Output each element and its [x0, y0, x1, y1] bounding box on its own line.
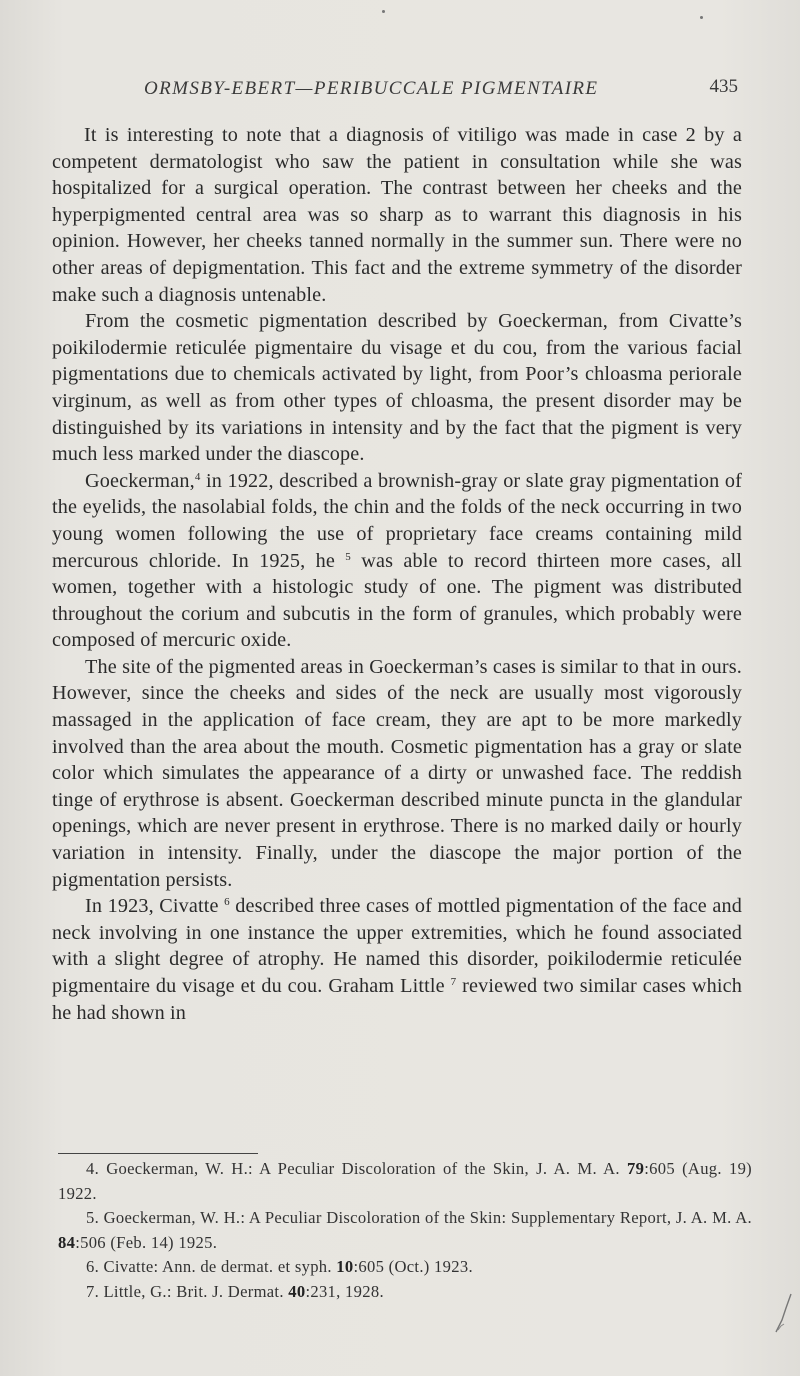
footnote-text: 5. Goeckerman, W. H.: A Peculiar Discoloration of the Skin: Supplementary Report, J. A. M. A. [86, 1208, 752, 1227]
text-run: Goeckerman, [85, 469, 195, 492]
footnote-ref-5[interactable]: 5 [345, 550, 351, 563]
footnote-text: 4. Goeckerman, W. H.: A Peculiar Discoloration of the Skin, J. A. M. A. [86, 1159, 628, 1178]
text-run: was able to record thirteen more cases, all women, together with a histologic study of one. The pigment was distributed throughout the corium and subcutis in the form of granules, which probably were composed of mercuric oxide. [52, 549, 742, 652]
footnote-text: :605 (Oct.) 1923. [353, 1257, 473, 1276]
footnote-text: :231, 1928. [305, 1281, 384, 1301]
pencil-mark-icon [772, 1290, 794, 1336]
paragraph-1 [52, 122, 742, 308]
footnote-text: 7. Little, G.: Brit. J. Dermat. [86, 1281, 289, 1301]
footnote-text: :506 (Feb. 14) 1925. [75, 1232, 218, 1252]
footnote-ref-7[interactable]: 7 [450, 976, 457, 988]
footnote-6 [58, 1255, 752, 1280]
page-number: 435 [709, 76, 738, 97]
text-run: The site of the pigmented areas in Goeckerman’s cases is similar to that in ours. However, since the cheeks and sides of the neck are usually most vigorously massaged in the application of face cream, they are apt to be more markedly involved than the area about the mouth. Cosmetic pigmentation has a gray or slate color which simulates the appearance of a dirty or unwashed face. The reddish tinge of erythrose is absent. Goeckerman described minute puncta in the glandular openings, which are never present in erythrose. There is no marked daily or hourly variation in intensity. Finally, under the diascope the major portion of the pigmentation persists. [52, 655, 742, 891]
paragraph-5 [52, 893, 742, 1026]
footnote-volume: 40 [288, 1281, 306, 1301]
running-head [52, 74, 742, 104]
text-run: It is interesting to note that a diagnosis of vitiligo was made in case 2 by a competent dermatologist who saw the patient in consultation while she was hospitalized for a surgical operation. The contrast between her cheeks and the hyperpigmented central area was so sharp as to warrant this diagnosis in his opinion. However, her cheeks tanned normally in the summer sun. There were no other areas of depigmentation. This fact and the extreme symmetry of the disorder make such a diagnosis untenable. [52, 124, 742, 306]
footnote-volume: 84 [58, 1232, 76, 1252]
footnote-text: :605 (Aug. 19) 1922. [58, 1159, 753, 1203]
footnote-rule [58, 1153, 258, 1154]
paragraph-4 [52, 654, 742, 893]
footnote-text: 6. Civatte: Ann. de dermat. et syph. [86, 1257, 337, 1276]
footnote-volume: 10 [336, 1257, 354, 1276]
paragraph-2 [52, 308, 742, 468]
footnote-volume: 79 [627, 1159, 645, 1178]
running-title: ORMSBY-EBERT—PERIBUCCALE PIGMENTAIRE [144, 78, 599, 99]
body-text [52, 122, 742, 1026]
text-run: in 1922, described a brownish-gray or slate gray pigmentation of the eyelids, the nasolabial folds, the chin and the folds of the neck occurring in two young women following the use of proprietary face creams containing mild mercurous chloride. In 1925, he [52, 469, 742, 572]
paper-speck [700, 16, 703, 19]
text-run: From the cosmetic pigmentation described by Goeckerman, from Civatte’s poikilodermie reticulée pigmentaire du visage et du cou, from the various facial pigmentations due to chemicals activated by light, from Poor’s chloasma periorale virginum, as well as from other types of chloasma, the present disorder may be distinguished by its variations in intensity and by the fact that the pigment is very much less marked under the diascope. [52, 310, 742, 466]
footnote-ref-4[interactable]: 4 [194, 470, 201, 483]
text-run: In 1923, Civatte [85, 895, 225, 918]
footnotes [58, 1157, 752, 1304]
footnote-4 [58, 1157, 752, 1206]
footnote-7 [58, 1280, 752, 1305]
text-run: reviewed two similar cases which he had shown in [52, 975, 742, 1024]
footnote-5 [58, 1206, 752, 1255]
text-run: described three cases of mottled pigmentation of the face and neck involving in one instance the upper extremities, which he found associated with a slight degree of atrophy. He named this disorder, poikilodermie reticulée pigmentaire du visage et du cou. Graham Little [52, 895, 743, 997]
footnote-ref-6[interactable]: 6 [224, 896, 230, 909]
paragraph-3 [52, 468, 742, 654]
paper-speck [382, 10, 385, 13]
